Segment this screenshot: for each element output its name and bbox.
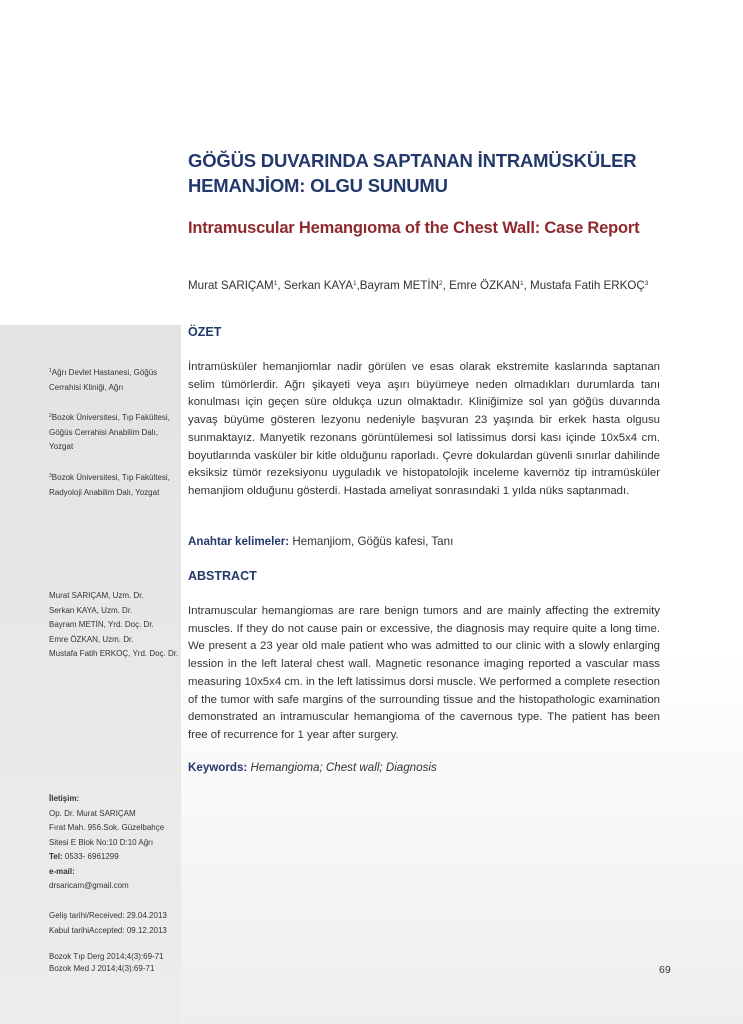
author-title-line: Serkan KAYA, Uzm. Dr.	[49, 605, 133, 615]
ozet-text: İntramüsküler hemanjiomlar nadir görülen ve esas olarak ekstremite kaslarında saptanan selim tümörlerdir. Ağrı şikayeti veya aşırı büyümeye neden olmadıkları durumlarda tanı konulması için geçen süre oldukça uzun olmaktadır. Kliniğimize sol yan göğüs duvarında yavaş büyüme gösteren lezyonu nedeniyle başvuran 23 yaşında bir erkek hasta olgusu sunmaktayız. Manyetik rezonans görüntülemesi sol latissimus dorsi kası içinde 10x5x4 cm. boyutlarında vasküler bir kitle olduğunu raporladı. Çevre dokulardan güvenli sınırlar dahilinde eksiksiz tümör rezeksiyonu uyguladık ve histopatolojik inceleme kavernöz tip intramüsküler hemanjiom olduğunu gösterdi. Hastada ameliyat sonrasındaki 1 yılda nüks saptanmadı.	[188, 361, 660, 497]
affiliation-line: Yozgat	[49, 442, 74, 451]
tel-value: 0533- 6961299	[62, 852, 119, 861]
article-subtitle: Intramuscular Hemangıoma of the Chest Wall: Case Report	[188, 219, 640, 237]
author-affiliation-sup: 3	[644, 280, 649, 287]
abstract-keywords	[188, 761, 437, 774]
title-line-2: HEMANJİOM: OLGU SUNUMU	[188, 175, 448, 196]
author-affiliation-sup: 2	[439, 280, 443, 287]
email-label: e-mail:	[49, 866, 75, 876]
author-separator: ,	[442, 279, 450, 292]
abstract-keywords-value: Hemangioma; Chest wall; Diagnosis	[250, 761, 437, 774]
author-separator: ,	[523, 279, 531, 292]
ozet-keywords	[188, 535, 453, 548]
affiliation-2	[49, 409, 181, 455]
author-title-line: Emre ÖZKAN, Uzm. Dr.	[49, 634, 134, 644]
contact-address: Fırat Mah. 956.Sok. Güzelbahçe	[49, 823, 165, 832]
abstract-keywords-label: Keywords:	[188, 761, 248, 774]
dates-block	[49, 909, 181, 938]
citation-line: Bozok Med J 2014;4(3):69-71	[49, 964, 155, 973]
author-list	[188, 279, 728, 292]
affiliation-line: Ağrı Devlet Hastanesi, Göğüs	[51, 368, 158, 377]
accepted-date: Kabul tarihiAccepted: 09.12.2013	[49, 925, 167, 935]
author-name: Emre ÖZKAN	[449, 279, 520, 292]
citation-block	[49, 951, 181, 975]
author-titles	[49, 589, 181, 662]
author-title-line: Murat SARIÇAM, Uzm. Dr.	[49, 591, 144, 600]
contact-block	[49, 792, 181, 894]
citation-line: Bozok Tıp Derg 2014;4(3):69-71	[49, 952, 164, 961]
affiliation-line: Bozok Üniversitesi, Tıp Fakültesi,	[51, 473, 170, 482]
affiliation-line: Cerrahisi Kliniği, Ağrı	[49, 382, 124, 392]
affiliation-sup: 2	[49, 413, 52, 419]
contact-address: Sitesi E Blok No:10 D:10 Ağrı	[49, 837, 154, 847]
title-line-1: GÖĞÜS DUVARINDA SAPTANAN İNTRAMÜSKÜLER	[188, 150, 637, 171]
affiliation-line: Bozok Üniversitesi, Tıp Fakültesi,	[51, 413, 170, 422]
article-title	[188, 148, 708, 198]
ozet-keywords-label: Anahtar kelimeler:	[188, 535, 290, 548]
author-name: Bayram METİN	[359, 279, 440, 292]
author-name: Murat SARIÇAM	[188, 279, 274, 292]
affiliation-sup: 3	[49, 473, 52, 479]
author-separator: ,	[277, 279, 284, 292]
affiliation-3	[49, 469, 181, 500]
page-number: 69	[659, 964, 671, 976]
affiliation-line: Radyoloji Anabilim Dalı, Yozgat	[49, 487, 160, 497]
affiliation-line: Göğüs Cerrahisi Anabilim Dalı,	[49, 427, 158, 437]
contact-name: Op. Dr. Murat SARIÇAM	[49, 808, 136, 818]
contact-label: İletişim:	[49, 794, 80, 803]
author-name: Serkan KAYA	[283, 279, 353, 292]
affiliation-sup: 1	[49, 368, 52, 374]
tel-label: Tel:	[49, 852, 63, 861]
ozet-keywords-value: Hemanjiom, Göğüs kafesi, Tanı	[292, 535, 454, 548]
author-title-line: Bayram METİN, Yrd. Doç. Dr.	[49, 620, 154, 629]
abstract-heading: ABSTRACT	[188, 569, 257, 583]
ozet-heading: ÖZET	[188, 325, 222, 339]
affiliation-1	[49, 364, 181, 395]
author-separator: ,	[356, 279, 360, 292]
author-affiliation-sup: 1	[273, 280, 278, 287]
email-value[interactable]: drsaricam@gmail.com	[49, 881, 129, 890]
author-affiliation-sup: 1	[519, 280, 524, 287]
author-title-line: Mustafa Fatih ERKOÇ, Yrd. Doç. Dr.	[49, 649, 179, 658]
author-name: Mustafa Fatih ERKOÇ	[530, 279, 645, 292]
received-date: Geliş tarihi/Received: 29.04.2013	[49, 911, 167, 920]
abstract-text: Intramuscular hemangiomas are rare benign tumors and are mainly affecting the extremity muscles. If they do not cause pain or excessive, the diagnosis may require quite a long time. We present a 23 year old male patient who was admitted to our clinic with a slowly enlarging lession in the left lateral chest wall. Magnetic resonance imaging reported a vascular mass measuring 10x5x4 cm. in the left latissimus dorsi muscle. We performed a complete resection of the tumor with safe margins of the surrounding tissue and the histopathologic examination demonstrated an intramuscular hemangioma of the cavernous type. The patient has been free of recurrence for 1 year after surgery.	[188, 605, 660, 741]
author-affiliation-sup: 1	[352, 280, 357, 287]
